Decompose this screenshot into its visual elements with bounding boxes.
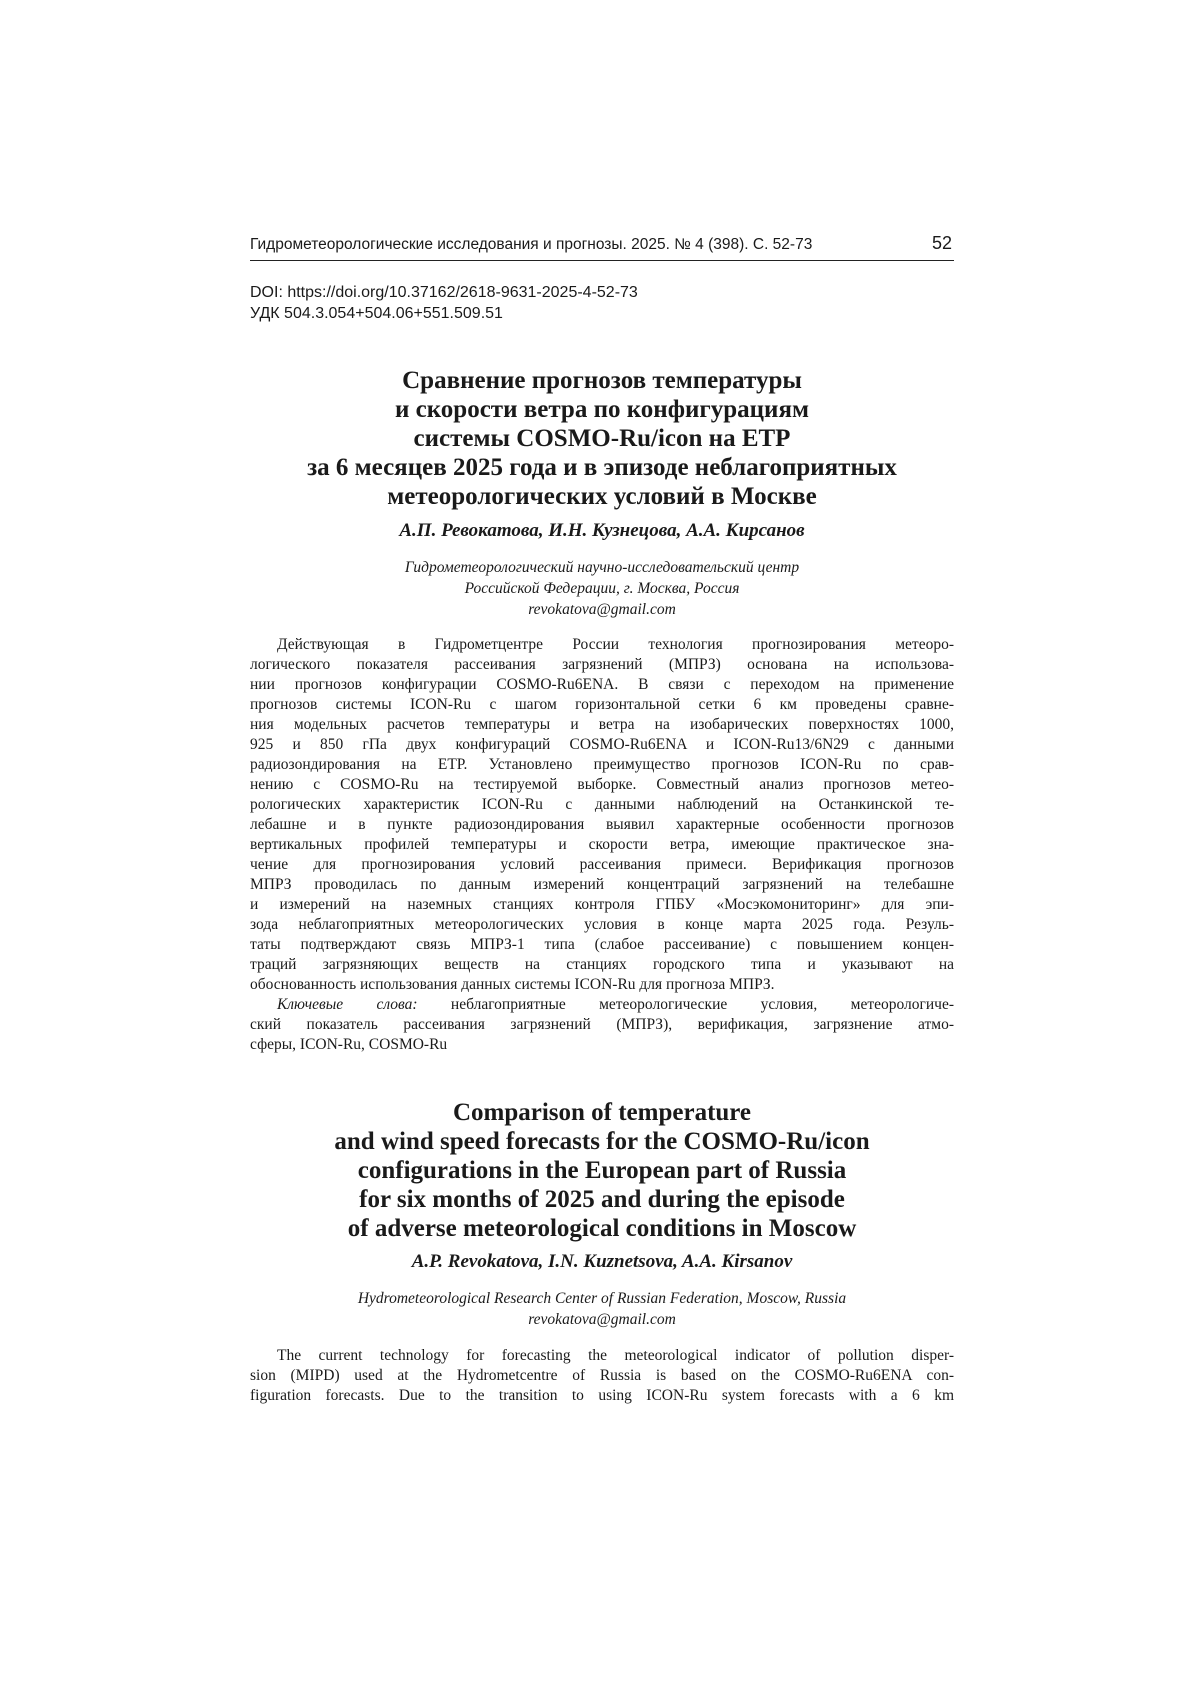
journal-citation: Гидрометеорологические исследования и прогнозы. 2025. № 4 (398). С. 52-73 [250,236,813,253]
en-abstract-line: sion (MIPD) used at the Hydrometcentre of Russia is based on the COSMO-Ru6ENA con- [250,1367,954,1384]
en-title-line: Comparison of temperature [452,1099,752,1126]
ru-abstract-line: логического показателя рассеивания загрязнений (МПРЗ) основана на использова- [250,656,954,673]
ru-title-line: и скорости ветра по конфигурациям [394,396,810,423]
ru-keywords-line: сферы, ICON-Ru, COSMO-Ru [250,1036,448,1053]
ru-keywords-line: ский показатель рассеивания загрязнений (МПРЗ), верификация, загрязнение атмо- [250,1016,954,1033]
ru-title-line: метеорологических условий в Москве [387,483,817,510]
ru-abstract-line: чение для прогнозирования условий рассеивания примеси. Верификация прогнозов [250,856,954,873]
en-title-line: configurations in the European part of Russia [357,1157,847,1184]
ru-authors: А.П. Ревокатова, И.Н. Кузнецова, А.А. Кирсанов [399,520,805,541]
en-abstract-line: The current technology for forecasting the meteorological indicator of pollution disper- [277,1347,954,1364]
ru-keywords [250,995,954,1015]
en-authors: A.P. Revokatova, I.N. Kuznetsova, A.A. Kirsanov [411,1251,793,1272]
ru-abstract-line: МПРЗ проводилась по данным измерений концентраций загрязнений на телебашне [250,876,954,893]
ru-abstract-line: траций загрязняющих веществ на станциях городского типа и указывают на [250,956,954,973]
en-title-line: and wind speed forecasts for the COSMO-Ru/icon [334,1128,870,1155]
doi-link[interactable]: DOI: https://doi.org/10.37162/2618-9631-2025-4-52-73 [250,284,638,301]
ru-abstract-line: лебашне и в пункте радиозондирования выявил характерные особенности прогнозов [250,816,954,833]
article-metadata [250,282,638,324]
en-affiliation-line: Hydrometeorological Research Center of Russian Federation, Moscow, Russia [357,1290,847,1307]
ru-abstract-line: Действующая в Гидрометцентре России технология прогнозирования метеоро- [277,636,954,653]
udc-code: УДК 504.3.054+504.06+551.509.51 [250,305,503,322]
ru-article-title [250,366,954,511]
en-abstract-line: figuration forecasts. Due to the transition to using ICON-Ru system forecasts with a 6 km [250,1387,954,1404]
page-number: 52 [931,233,952,253]
ru-keywords-label: Ключевые слова: [277,996,418,1013]
ru-affiliation-line: Российской Федерации, г. Москва, Россия [464,580,740,597]
ru-abstract-line: зода неблагоприятных метеорологических условия в конце марта 2025 года. Резуль- [250,916,954,933]
en-email-link[interactable]: revokatova@gmail.com [528,1311,676,1328]
ru-affiliation [250,557,954,620]
ru-email-link[interactable]: revokatova@gmail.com [528,601,676,618]
en-abstract [250,1346,954,1406]
en-affiliation [250,1288,954,1330]
en-title-line: for six months of 2025 and during the episode [359,1186,845,1213]
ru-keywords-text: неблагоприятные метеорологические условия, метеорологиче- [450,996,954,1013]
ru-title-line: Сравнение прогнозов температуры [402,367,802,394]
ru-abstract-line: прогнозов системы ICON-Ru с шагом горизонтальной сетки 6 км проведены сравне- [250,696,954,713]
en-title-line: of adverse meteorological conditions in Moscow [347,1215,857,1242]
ru-abstract-line: 925 и 850 гПа двух конфигураций COSMO-Ru6ENA и ICON-Ru13/6N29 с данными [250,736,954,753]
ru-abstract-line: обоснованность использования данных системы ICON-Ru для прогноза МПРЗ. [250,976,775,993]
ru-abstract-line: нии прогнозов конфигурации COSMO-Ru6ENA. В связи с переходом на применение [250,676,954,693]
ru-abstract-line: нению с COSMO-Ru на тестируемой выборке. Совместный анализ прогнозов метео- [250,776,954,793]
en-article-title [250,1098,954,1243]
running-header [250,233,954,261]
ru-affiliation-line: Гидрометеорологический научно-исследовательский центр [404,559,800,576]
ru-abstract-line: и измерений на наземных станциях контроля ГПБУ «Мосэкомониторинг» для эпи- [250,896,954,913]
ru-abstract-line: ния модельных расчетов температуры и ветра на изобарических поверхностях 1000, [250,716,954,733]
ru-abstract-line: рологических характеристик ICON-Ru с данными наблюдений на Останкинской те- [250,796,954,813]
ru-title-line: системы COSMO-Ru/icon на ЕТР [413,425,791,452]
ru-abstract-line: таты подтверждают связь МПРЗ-1 типа (слабое рассеивание) с повышением концен- [250,936,954,953]
ru-title-line: за 6 месяцев 2025 года и в эпизоде неблагоприятных [307,454,897,481]
ru-abstract-line: радиозондирования на ЕТР. Установлено преимущество прогнозов ICON-Ru по срав- [250,756,954,773]
ru-abstract [250,635,954,1055]
ru-abstract-line: вертикальных профилей температуры и скорости ветра, имеющие практическое зна- [250,836,954,853]
